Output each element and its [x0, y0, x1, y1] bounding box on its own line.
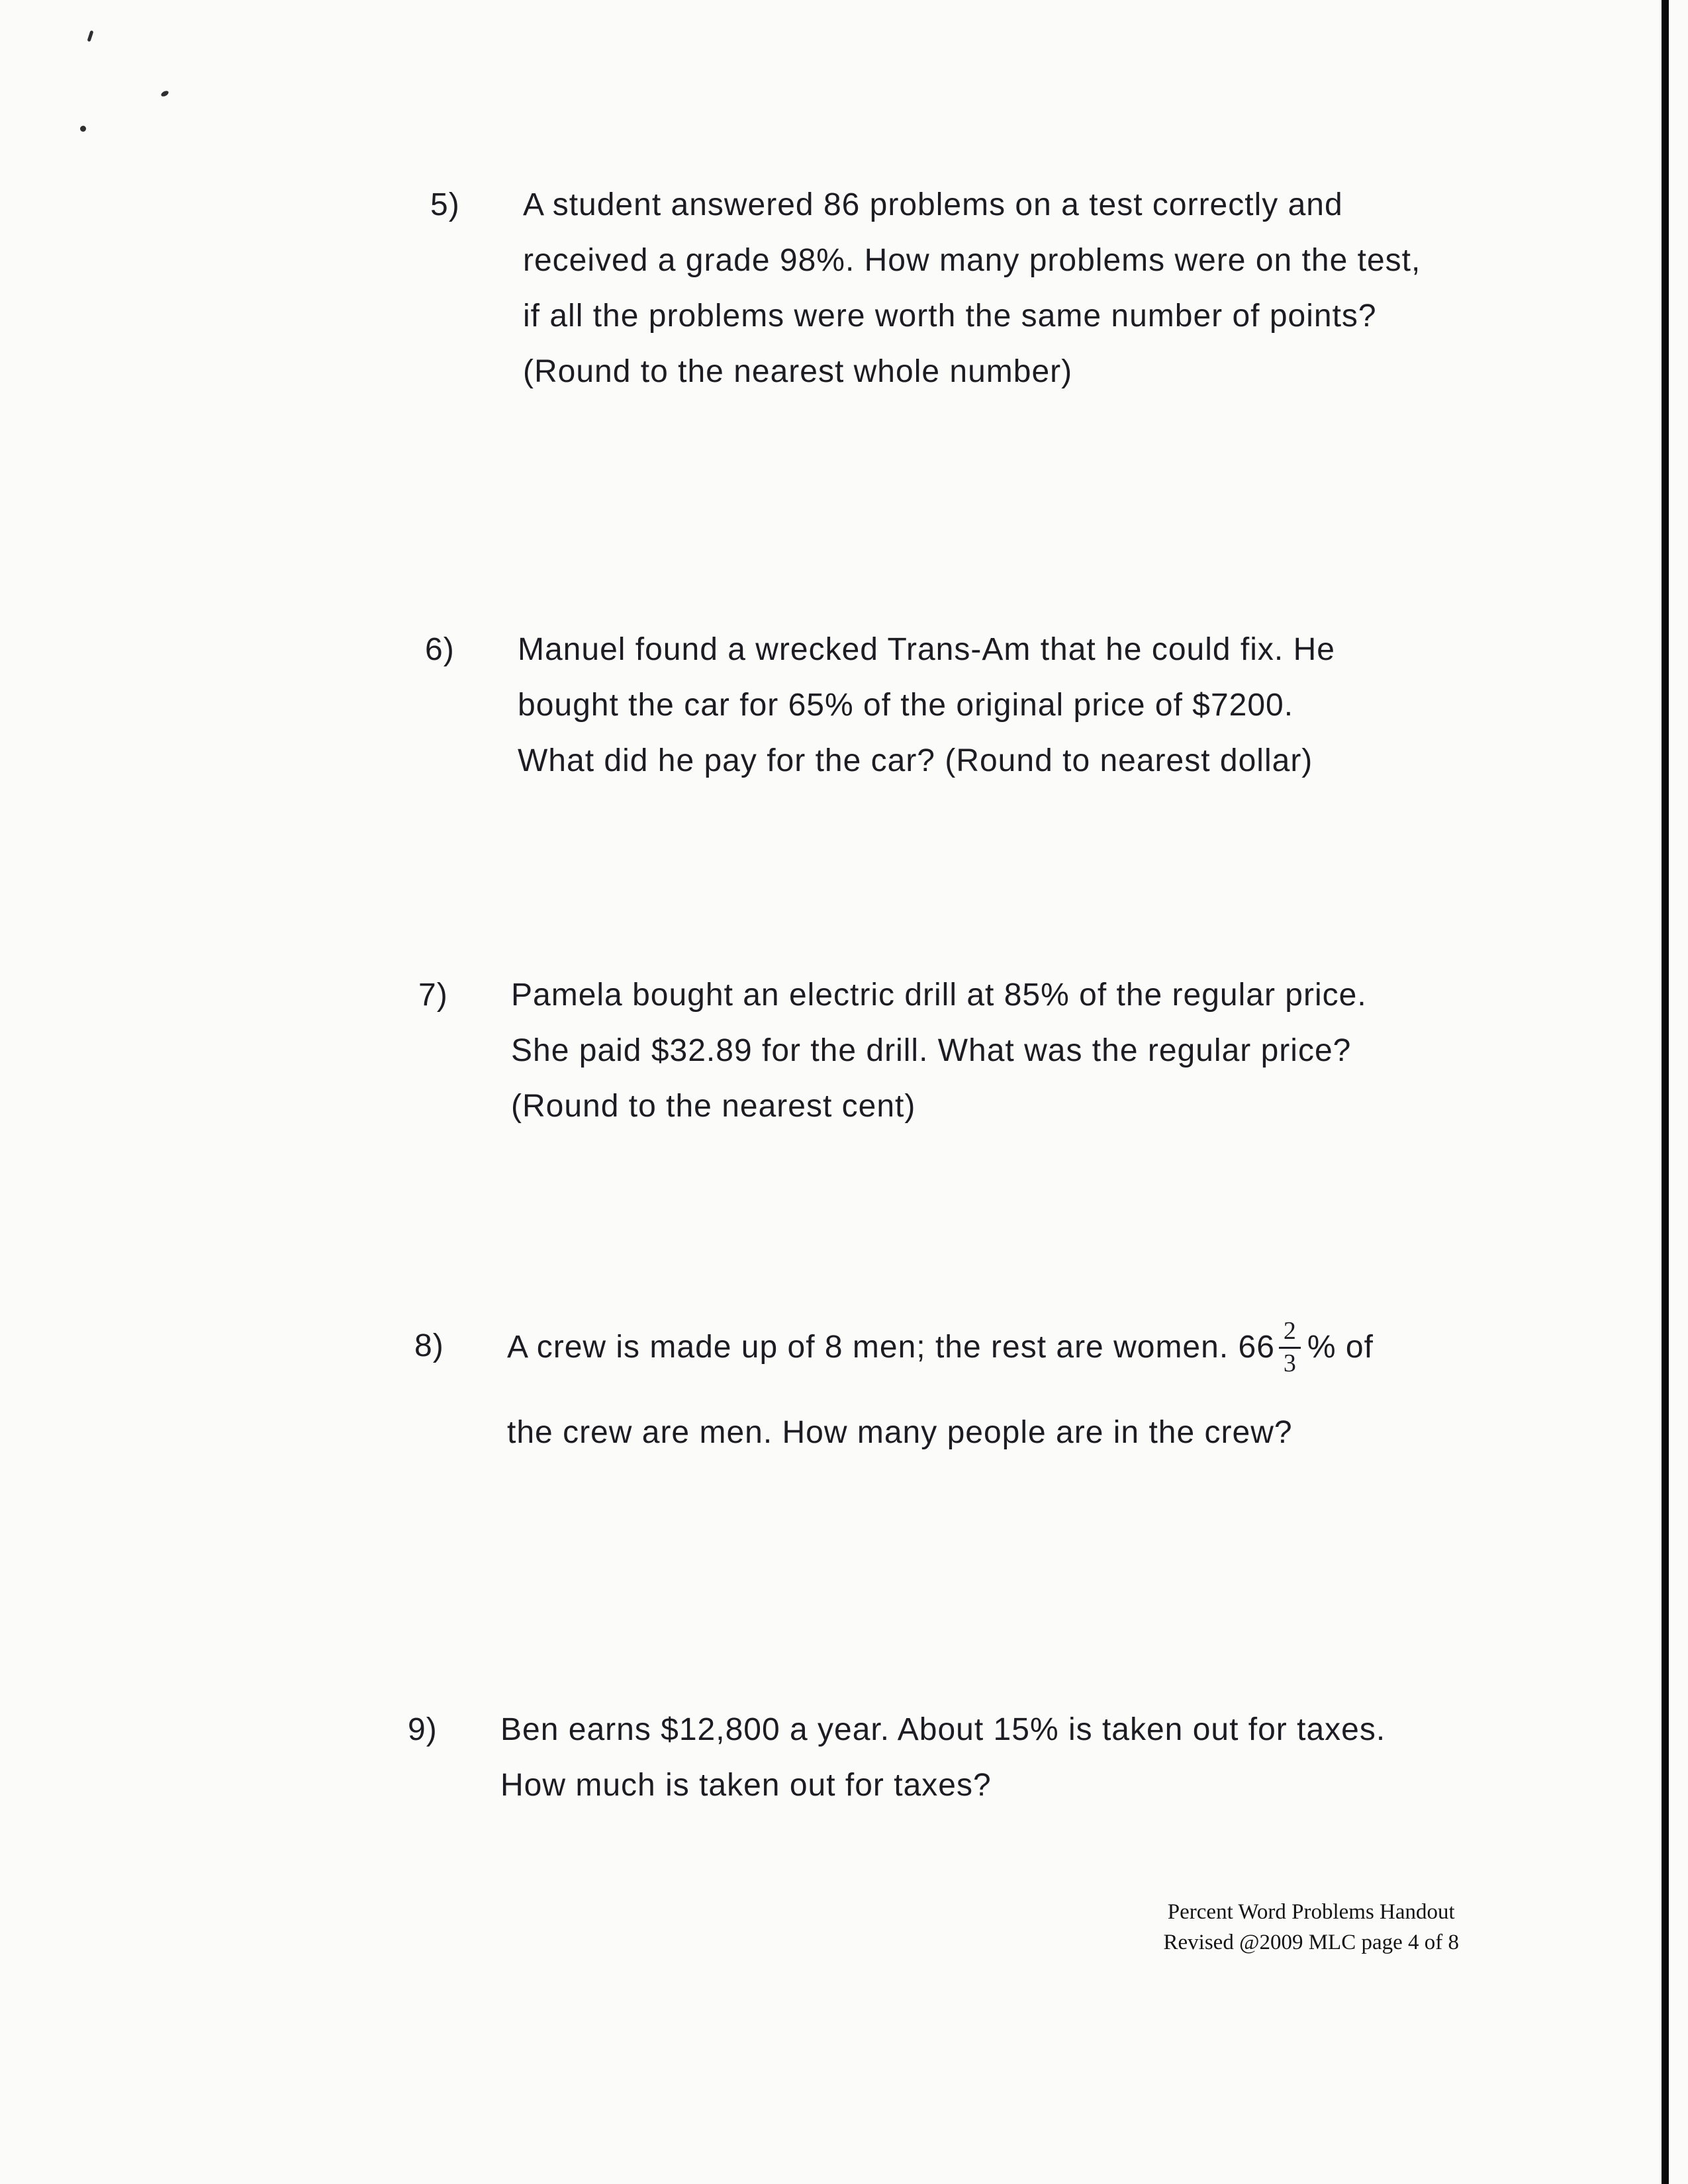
problem-8: [414, 1318, 1374, 1461]
problem-text: [507, 1318, 1374, 1461]
text-after-fraction: % of: [1307, 1330, 1374, 1365]
problem-line: the crew are men. How many people are in the crew?: [507, 1414, 1293, 1450]
problem-text: [523, 177, 1421, 400]
problem-line: Pamela bought an electric drill at 85% of the regular price.: [511, 978, 1367, 1013]
problem-5: [430, 177, 1421, 400]
problem-text: [518, 622, 1335, 789]
fraction-denominator: 3: [1283, 1349, 1296, 1377]
footer-title: Percent Word Problems Handout: [1167, 1900, 1455, 1924]
problem-line: Manuel found a wrecked Trans-Am that he could fix. He: [518, 632, 1335, 667]
text-before-fraction: A crew is made up of 8 men; the rest are women. 66: [507, 1330, 1275, 1365]
problem-line: (Round to the nearest cent): [511, 1089, 916, 1124]
problem-line: received a grade 98%. How many problems were on the test,: [523, 243, 1421, 278]
problem-6: [425, 622, 1335, 789]
scan-mark-dot: [80, 126, 86, 132]
problem-text: [500, 1702, 1385, 1813]
problem-line: How much is taken out for taxes?: [500, 1768, 992, 1803]
problem-line: What did he pay for the car? (Round to nearest dollar): [518, 743, 1313, 778]
problem-7: [418, 968, 1367, 1134]
fraction-two-thirds: [1279, 1318, 1301, 1377]
problem-line: [507, 1318, 1374, 1377]
problem-line: bought the car for 65% of the original price of $7200.: [518, 688, 1294, 723]
problem-number: 5): [430, 187, 460, 222]
problem-number: 6): [425, 632, 455, 667]
scan-mark-apostrophe: [87, 30, 93, 42]
problem-line: A student answered 86 problems on a test correctly and: [523, 187, 1343, 222]
problem-line: (Round to the nearest whole number): [523, 354, 1073, 389]
problem-line: if all the problems were worth the same number of points?: [523, 298, 1377, 334]
problem-number: 7): [418, 978, 448, 1013]
problem-text: [511, 968, 1367, 1134]
problem-number: 9): [408, 1712, 438, 1747]
fraction-numerator: 2: [1279, 1318, 1301, 1349]
problem-number: 8): [414, 1328, 444, 1363]
problem-line: She paid $32.89 for the drill. What was the regular price?: [511, 1033, 1352, 1068]
footer-revision: Revised @2009 MLC page 4 of 8: [1163, 1931, 1459, 1954]
scan-edge-line: [1662, 0, 1669, 2184]
problem-line: Ben earns $12,800 a year. About 15% is taken out for taxes.: [500, 1712, 1386, 1747]
problem-9: [408, 1702, 1385, 1813]
scan-mark-smudge: [160, 90, 169, 98]
page-footer: [1164, 1897, 1460, 1958]
